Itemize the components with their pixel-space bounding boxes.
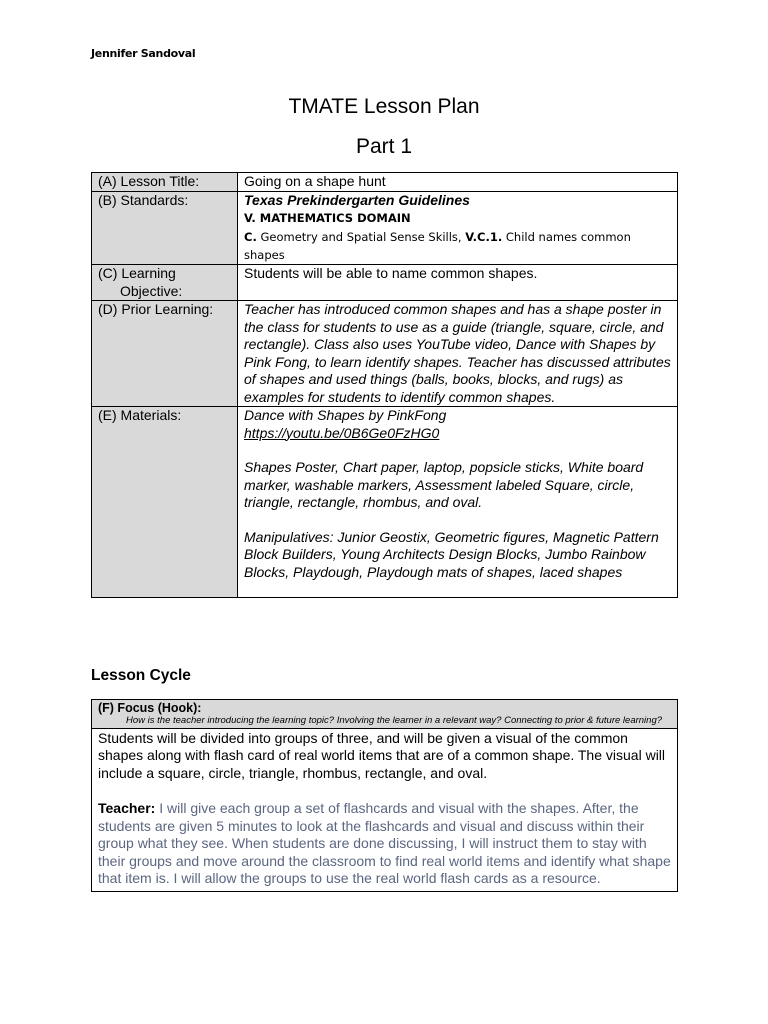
lesson-title-label: (A) Lesson Title:: [92, 173, 238, 192]
document-title: TMATE Lesson Plan: [288, 95, 480, 118]
standards-label: (B) Standards:: [92, 191, 238, 265]
focus-header: [92, 700, 678, 729]
prior-learning-row: [92, 301, 678, 407]
focus-table: [91, 699, 678, 892]
objective-label-line-2: Objective:: [120, 282, 183, 299]
materials-cell: [238, 407, 678, 598]
document-subtitle: Part 1: [355, 135, 413, 158]
teacher-label: Teacher:: [98, 800, 156, 816]
standards-c-code: V.C.1.: [465, 230, 503, 244]
objective-label: [92, 265, 238, 301]
objective-row: [92, 265, 678, 301]
focus-description: Students will be divided into groups of three, and will be given a visual of the common shapes along with flash card of real world items that are of a common shape. The visual will include a square, circle, triangle, rhombus, rectangle, and oval.: [98, 729, 666, 781]
focus-question: How is the teacher introducing the learning topic? Involving the learner in a relevant way? Connecting to prior & future learning?: [126, 715, 663, 726]
materials-spacer-2: [244, 512, 673, 529]
focus-title: (F) Focus (Hook):: [98, 701, 202, 715]
materials-row: [92, 407, 678, 598]
standards-skill: [244, 228, 673, 264]
materials-spacer: [244, 442, 673, 459]
teacher-text: I will give each group a set of flashcards and visual with the shapes. After, the students are given 5 minutes to look at the flashcards and visual and discuss within their group what they see. When students are done discussing, I will instruct them to stay with their groups and move around the classroom to find real world items and identify what shape that item is. I will allow the groups to use the real world flash cards as a resource.: [98, 800, 671, 886]
standards-cell: [238, 191, 678, 265]
teacher-plan: [98, 800, 671, 888]
materials-video: Dance with Shapes by PinkFong: [244, 407, 447, 423]
lesson-cycle-heading: Lesson Cycle: [91, 667, 191, 684]
materials-label: (E) Materials:: [92, 407, 238, 598]
prior-learning-label: (D) Prior Learning:: [92, 301, 238, 407]
lesson-plan-table: [91, 172, 678, 598]
lesson-title-row: [92, 173, 678, 192]
standards-c-text-2: Child names common shapes: [244, 230, 631, 262]
materials-manipulatives: Manipulatives: Junior Geostix, Geometric figures, Magnetic Pattern Block Builders, Young Architects Design Blocks, Jumbo Rainbow Blocks, Playdough, Playdough mats of shapes, laced shapes: [244, 528, 659, 580]
lesson-title-value: Going on a shape hunt: [238, 173, 678, 192]
standards-c-prefix: C.: [244, 230, 257, 244]
materials-video-link[interactable]: https://youtu.be/0B6Ge0FzHG0: [244, 424, 440, 441]
author-name: Jennifer Sandoval: [91, 47, 196, 60]
materials-supplies: Shapes Poster, Chart paper, laptop, popsicle sticks, White board marker, washable markers, Assessment labeled Square, circle, triangle, rectangle, rhombus, and oval.: [244, 459, 644, 510]
focus-header-row: [92, 700, 678, 729]
focus-body-row: [92, 728, 678, 891]
standards-domain: V. MATHEMATICS DOMAIN: [244, 211, 411, 225]
focus-body: [92, 728, 678, 891]
objective-value: Students will be able to name common shapes.: [238, 265, 678, 301]
prior-learning-value: Teacher has introduced common shapes and has a shape poster in the class for students to use as a guide (triangle, square, circle, and rectangle). Class also uses YouTube video, Dance with Shapes by Pink Fong, to learn identify shapes. Teacher has discussed attributes of shapes and used things (balls, books, blocks, and rugs) as examples for students to identify common shapes.: [238, 301, 678, 407]
standards-c-text-1: Geometry and Spatial Sense Skills,: [256, 230, 466, 244]
standards-row: [92, 191, 678, 265]
objective-label-line-1: (C) Learning: [98, 265, 176, 281]
standards-heading: Texas Prekindergarten Guidelines: [244, 191, 470, 208]
